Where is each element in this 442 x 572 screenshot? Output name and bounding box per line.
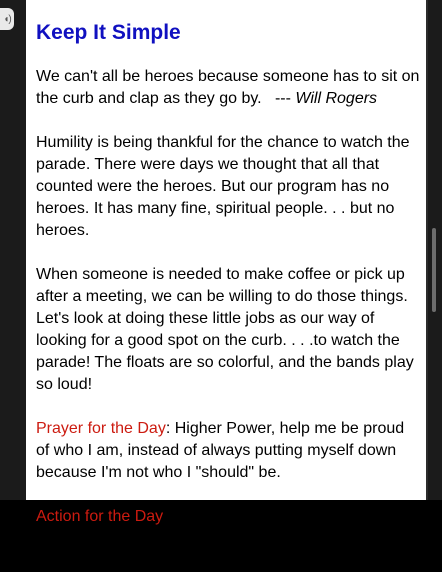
quote-text: We can't all be heroes because someone has to sit on the curb and clap as they go by. [36,68,420,107]
reading-page [26,0,426,547]
left-rail [0,0,26,500]
quote-dashes: --- [274,90,291,107]
quote-author: Will Rogers [295,90,378,107]
prayer-text: : Higher Power, help me be proud of who I am, instead of always putting myself down because I'm not who I "should" be. [36,420,405,481]
page-title: Keep It Simple [36,21,181,44]
quote-paragraph [36,66,420,110]
right-rail [426,0,442,500]
body-paragraph-1: Humility is being thankful for the chance to watch the parade. There were days we thought that all that counted were the heroes. But our program has no heroes. It has many fine, spiritual people. . . but no heroes. [36,134,410,239]
body-paragraph-2: When someone is needed to make coffee or pick up after a meeting, we can be willing to do those things. Let's look at doing these little jobs as our way of looking for a good spot on the curb. . . .to watch the parade! The floats are so colorful, and the bands play so loud! [36,266,414,393]
speaker-icon[interactable]: ◖) [0,8,14,30]
action-label: Action for the Day [36,508,164,525]
action-paragraph [36,506,420,550]
rail-edge [426,0,428,500]
action-text: : I will look and help someone today. Service to others is service to my Higher Power. [36,508,420,547]
scrollbar-thumb[interactable] [432,228,436,312]
prayer-label: Prayer for the Day [36,420,166,437]
reading-content [36,20,420,572]
prayer-paragraph [36,418,420,484]
